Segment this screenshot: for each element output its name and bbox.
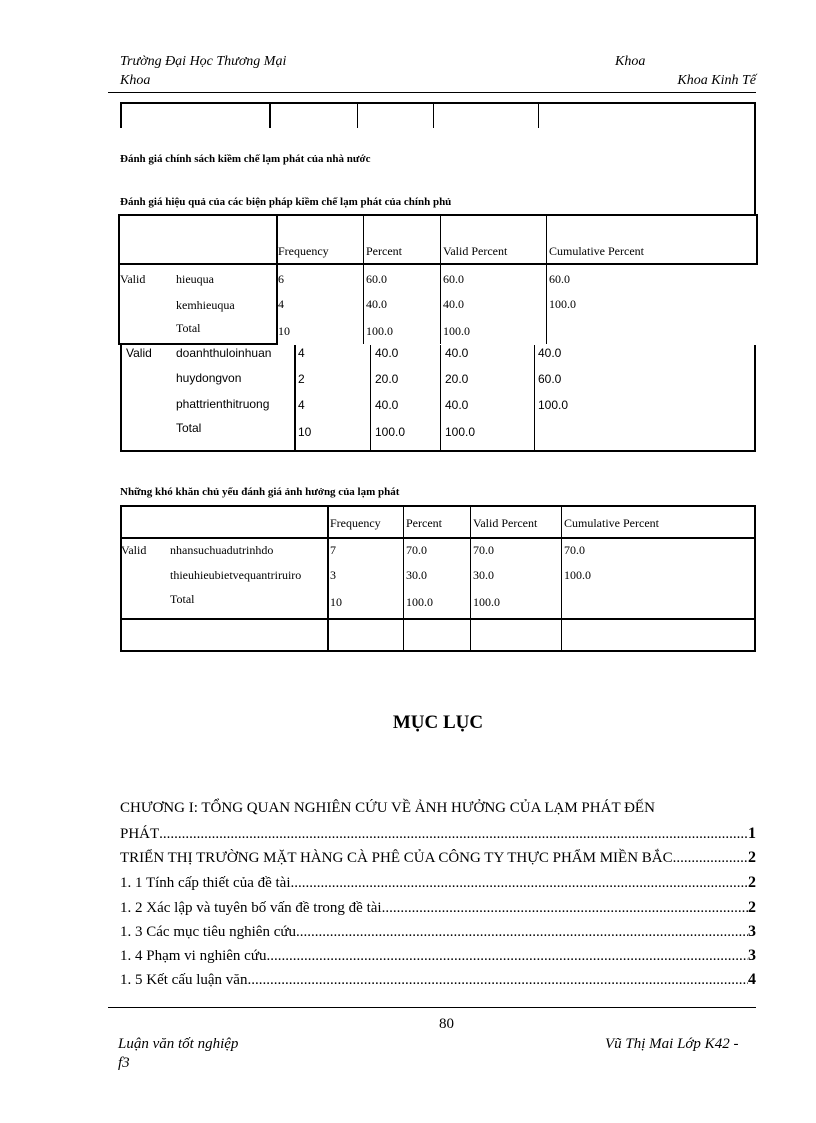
col-header-valid-percent: Valid Percent bbox=[473, 516, 538, 530]
toc-entry[interactable]: 1. 5 Kết cấu luận văn ..... 4 bbox=[120, 971, 756, 989]
toc-entry[interactable]: 1. 1 Tính cấp thiết của đề tài ..... 2 bbox=[120, 874, 756, 892]
header-khoa-right: Khoa bbox=[615, 54, 646, 69]
header-faculty: Khoa Kinh Tế bbox=[677, 73, 756, 88]
header-khoa-left: Khoa bbox=[120, 73, 151, 88]
footer-author: Vũ Thị Mai Lớp K42 - bbox=[605, 1036, 739, 1052]
header-school: Trường Đại Học Thương Mại bbox=[120, 54, 287, 69]
col-header-frequency: Frequency bbox=[330, 516, 381, 530]
col-header-cumulative-percent: Cumulative Percent bbox=[564, 516, 659, 530]
toc-chapter-line: CHƯƠNG I: TỔNG QUAN NGHIÊN CỨU VỀ ẢNH HƯỞNG CỦA LẠM PHÁT ĐẾN bbox=[120, 800, 655, 816]
toc-entry[interactable]: 1. 4 Phạm vi nghiên cứu ..... 3 bbox=[120, 947, 756, 965]
table-front-group: Valid bbox=[120, 272, 146, 286]
col-header-cumulative-percent: Cumulative Percent bbox=[549, 244, 644, 258]
footer-left-line1: Luận văn tốt nghiệp bbox=[118, 1036, 239, 1052]
table-back-group: Valid bbox=[126, 346, 152, 360]
page-number: 80 bbox=[439, 1016, 454, 1032]
col-header-percent: Percent bbox=[366, 244, 402, 258]
toc-title: MỤC LỤC bbox=[392, 712, 484, 733]
toc-entry[interactable]: 1. 3 Các mục tiêu nghiên cứu ..... 3 bbox=[120, 923, 756, 941]
caption-policy-eval: Đánh giá chính sách kiềm chế lạm phát của nhà nước bbox=[120, 153, 371, 165]
col-header-valid-percent: Valid Percent bbox=[443, 244, 508, 258]
col-header-percent: Percent bbox=[406, 516, 442, 530]
header-rule bbox=[108, 92, 756, 93]
toc-entry[interactable]: PHÁT ..... 1 bbox=[120, 825, 756, 843]
caption-difficulties: Những khó khăn chủ yếu đánh giá ảnh hưởng của lạm phát bbox=[120, 486, 400, 498]
table-difficulties-group: Valid bbox=[121, 543, 147, 557]
col-header-frequency: Frequency bbox=[278, 244, 329, 258]
caption-measure-eval: Đánh giá hiệu quả của các biện pháp kiềm chế lạm phát của chính phủ bbox=[120, 196, 452, 208]
footer-rule bbox=[108, 1007, 756, 1008]
toc-entry[interactable]: TRIỂN THỊ TRƯỜNG MẶT HÀNG CÀ PHÊ CỦA CÔNG TY THỰC PHẨM MIỀN BẮC. ..... 2 bbox=[120, 849, 756, 867]
footer-left-line2: f3 bbox=[118, 1055, 130, 1071]
toc-entry[interactable]: 1. 2 Xác lập và tuyên bố vấn đề trong đề tài. ..... 2 bbox=[120, 899, 756, 917]
